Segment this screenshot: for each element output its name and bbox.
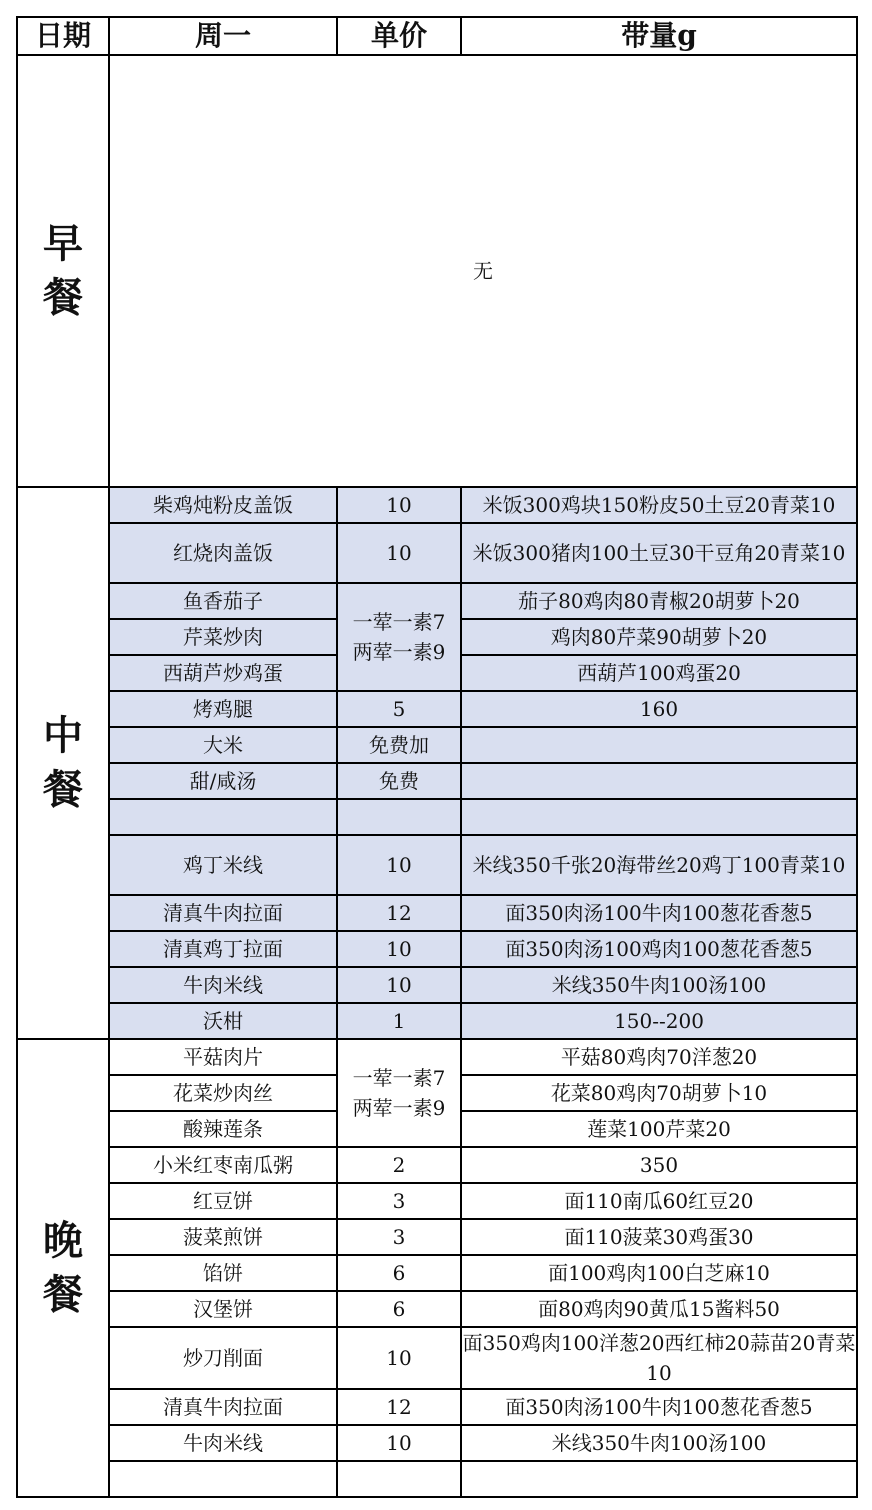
dinner-dish-name: 小米红枣南瓜粥 xyxy=(109,1147,337,1183)
dinner-amount: 面100鸡肉100白芝麻10 xyxy=(461,1255,857,1291)
lunch-price: 10 xyxy=(337,967,461,1003)
header-price: 单价 xyxy=(337,17,461,55)
lunch-row xyxy=(17,931,857,967)
lunch-dish-name: 大米 xyxy=(109,727,337,763)
lunch-price: 一荤一素7 两荤一素9 xyxy=(337,583,461,691)
dinner-amount xyxy=(461,1461,857,1497)
lunch-row xyxy=(17,967,857,1003)
dinner-row xyxy=(17,1183,857,1219)
lunch-dish-name: 西葫芦炒鸡蛋 xyxy=(109,655,337,691)
dinner-dish-name: 花菜炒肉丝 xyxy=(109,1075,337,1111)
lunch-dish-name: 鱼香茄子 xyxy=(109,583,337,619)
menu-table xyxy=(16,16,858,1498)
dinner-dish-name: 菠菜煎饼 xyxy=(109,1219,337,1255)
lunch-price: 10 xyxy=(337,931,461,967)
dinner-row xyxy=(17,1255,857,1291)
lunch-dish-name xyxy=(109,799,337,835)
dinner-amount: 面350肉汤100牛肉100葱花香葱5 xyxy=(461,1389,857,1425)
dinner-price: 2 xyxy=(337,1147,461,1183)
lunch-amount: 150--200 xyxy=(461,1003,857,1039)
lunch-label: 中餐 xyxy=(17,487,109,1039)
lunch-row xyxy=(17,727,857,763)
lunch-dish-name: 芹菜炒肉 xyxy=(109,619,337,655)
lunch-amount: 米线350牛肉100汤100 xyxy=(461,967,857,1003)
dinner-row xyxy=(17,1461,857,1497)
lunch-amount: 米线350千张20海带丝20鸡丁100青菜10 xyxy=(461,835,857,895)
lunch-dish-name: 烤鸡腿 xyxy=(109,691,337,727)
lunch-price: 10 xyxy=(337,835,461,895)
dinner-dish-name: 清真牛肉拉面 xyxy=(109,1389,337,1425)
dinner-amount: 面80鸡肉90黄瓜15酱料50 xyxy=(461,1291,857,1327)
lunch-dish-name: 甜/咸汤 xyxy=(109,763,337,799)
dinner-row xyxy=(17,1039,857,1075)
dinner-price: 6 xyxy=(337,1291,461,1327)
dinner-row xyxy=(17,1327,857,1389)
lunch-price: 免费 xyxy=(337,763,461,799)
lunch-row xyxy=(17,835,857,895)
dinner-price: 10 xyxy=(337,1327,461,1389)
dinner-amount: 莲菜100芹菜20 xyxy=(461,1111,857,1147)
lunch-price: 10 xyxy=(337,487,461,523)
lunch-amount: 160 xyxy=(461,691,857,727)
dinner-amount: 花菜80鸡肉70胡萝卜10 xyxy=(461,1075,857,1111)
lunch-price: 12 xyxy=(337,895,461,931)
dinner-row xyxy=(17,1425,857,1461)
dinner-amount: 平菇80鸡肉70洋葱20 xyxy=(461,1039,857,1075)
lunch-dish-name: 柴鸡炖粉皮盖饭 xyxy=(109,487,337,523)
lunch-row xyxy=(17,1003,857,1039)
lunch-row xyxy=(17,691,857,727)
lunch-dish-name: 清真鸡丁拉面 xyxy=(109,931,337,967)
lunch-price xyxy=(337,799,461,835)
dinner-price: 一荤一素7 两荤一素9 xyxy=(337,1039,461,1147)
dinner-row xyxy=(17,1147,857,1183)
lunch-dish-name: 沃柑 xyxy=(109,1003,337,1039)
dinner-label: 晚餐 xyxy=(17,1039,109,1497)
lunch-amount: 米饭300鸡块150粉皮50土豆20青菜10 xyxy=(461,487,857,523)
header-amount: 带量g xyxy=(461,17,857,55)
dinner-row xyxy=(17,1219,857,1255)
lunch-row xyxy=(17,895,857,931)
lunch-row xyxy=(17,763,857,799)
lunch-amount xyxy=(461,727,857,763)
dinner-dish-name: 平菇肉片 xyxy=(109,1039,337,1075)
dinner-dish-name: 牛肉米线 xyxy=(109,1425,337,1461)
lunch-amount: 西葫芦100鸡蛋20 xyxy=(461,655,857,691)
lunch-dish-name: 牛肉米线 xyxy=(109,967,337,1003)
dinner-price: 3 xyxy=(337,1183,461,1219)
dinner-amount: 面110菠菜30鸡蛋30 xyxy=(461,1219,857,1255)
dinner-price xyxy=(337,1461,461,1497)
lunch-amount: 茄子80鸡肉80青椒20胡萝卜20 xyxy=(461,583,857,619)
lunch-amount xyxy=(461,763,857,799)
dinner-price: 12 xyxy=(337,1389,461,1425)
dinner-amount: 面110南瓜60红豆20 xyxy=(461,1183,857,1219)
dinner-dish-name: 炒刀削面 xyxy=(109,1327,337,1389)
header-date: 日期 xyxy=(17,17,109,55)
lunch-price: 5 xyxy=(337,691,461,727)
lunch-row xyxy=(17,583,857,619)
lunch-dish-name: 清真牛肉拉面 xyxy=(109,895,337,931)
dinner-row xyxy=(17,1389,857,1425)
lunch-row xyxy=(17,487,857,523)
dinner-dish-name xyxy=(109,1461,337,1497)
lunch-dish-name: 鸡丁米线 xyxy=(109,835,337,895)
lunch-amount: 面350肉汤100牛肉100葱花香葱5 xyxy=(461,895,857,931)
lunch-price: 免费加 xyxy=(337,727,461,763)
lunch-dish-name: 红烧肉盖饭 xyxy=(109,523,337,583)
lunch-row xyxy=(17,799,857,835)
lunch-price: 10 xyxy=(337,523,461,583)
lunch-amount xyxy=(461,799,857,835)
dinner-dish-name: 酸辣莲条 xyxy=(109,1111,337,1147)
dinner-dish-name: 馅饼 xyxy=(109,1255,337,1291)
dinner-price: 6 xyxy=(337,1255,461,1291)
dinner-dish-name: 红豆饼 xyxy=(109,1183,337,1219)
lunch-amount: 面350肉汤100鸡肉100葱花香葱5 xyxy=(461,931,857,967)
dinner-price: 10 xyxy=(337,1425,461,1461)
dinner-amount: 米线350牛肉100汤100 xyxy=(461,1425,857,1461)
lunch-amount: 米饭300猪肉100土豆30干豆角20青菜10 xyxy=(461,523,857,583)
lunch-row xyxy=(17,523,857,583)
dinner-price: 3 xyxy=(337,1219,461,1255)
header-day: 周一 xyxy=(109,17,337,55)
dinner-amount: 350 xyxy=(461,1147,857,1183)
lunch-amount: 鸡肉80芹菜90胡萝卜20 xyxy=(461,619,857,655)
breakfast-label: 早餐 xyxy=(17,55,109,487)
dinner-row xyxy=(17,1291,857,1327)
breakfast-content: 无 xyxy=(109,55,857,487)
lunch-price: 1 xyxy=(337,1003,461,1039)
dinner-dish-name: 汉堡饼 xyxy=(109,1291,337,1327)
dinner-amount: 面350鸡肉100洋葱20西红柿20蒜苗20青菜10 xyxy=(461,1327,857,1389)
